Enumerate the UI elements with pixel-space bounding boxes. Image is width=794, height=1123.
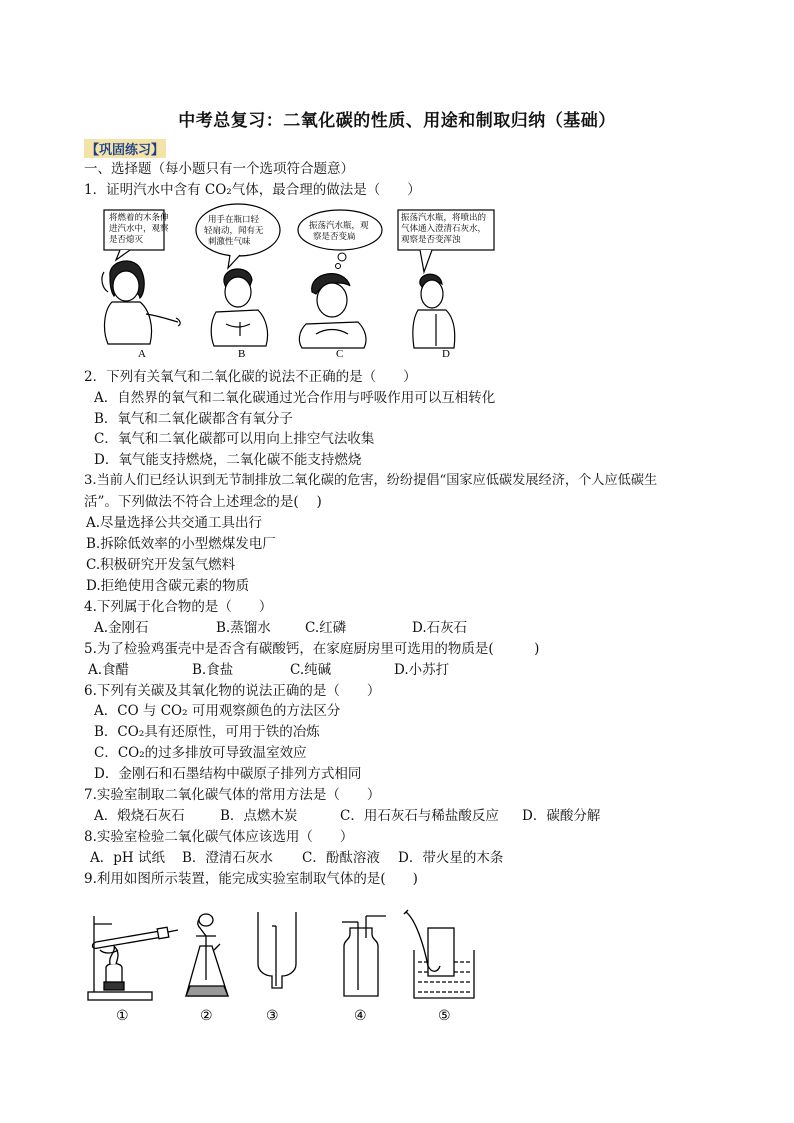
- q4-stem: 4.下列属于化合物的是（ ）: [84, 599, 273, 615]
- q8-stem: 8.实验室检验二氧化碳气体应该选用（ ）: [84, 829, 354, 845]
- bubble-a-line2: 进汽水中，观察: [109, 224, 169, 234]
- q3-stem-line1: 3.当前人们已经认识到无节制排放二氧化碳的危害，纷纷提倡“国家应低碳发展经济，个人应低碳生: [84, 473, 658, 488]
- q3-option-c: C.积极研究开发氢气燃料: [86, 557, 236, 573]
- apparatus-3-inverted-bottle: [258, 912, 296, 988]
- q2-option-a: A．自然界的氧气和二氧化碳通过光合作用与呼吸作用可以互相转化: [94, 390, 496, 406]
- q9-stem: 9.利用如图所示装置，能完成实验室制取气体的是( ): [84, 871, 418, 887]
- page-title: 中考总复习：二氧化碳的性质、用途和制取归纳（基础）: [178, 111, 616, 131]
- bubble-d-line1: 振荡汽水瓶，将喷出的: [401, 213, 487, 223]
- q1-label-c: C: [336, 348, 344, 360]
- bubble-d-line2: 气体通入澄清石灰水，: [401, 224, 487, 234]
- q7-option-d: D．碳酸分解: [522, 808, 601, 824]
- person-d-illustration: [413, 274, 455, 348]
- q5-option-c: C.纯碱: [290, 662, 332, 678]
- q8-option-d: D．带火星的木条: [398, 850, 504, 866]
- q8-option-c: C．酚酞溶液: [302, 850, 380, 866]
- q3-stem-line2: 活”。下列做法不符合上述理念的是( ): [84, 494, 322, 510]
- bubble-b-line3: 刺激性气味: [208, 237, 251, 247]
- bubble-c-line2: 察是否变扁: [313, 232, 356, 242]
- q6-option-a: A．CO 与 CO₂ 可用观察颜色的方法区分: [94, 703, 341, 719]
- q4-option-b: B.蒸馏水: [216, 620, 271, 636]
- q6-option-b: B．CO₂具有还原性，可用于铁的冶炼: [94, 724, 320, 740]
- person-a-illustration: [102, 261, 180, 344]
- section-heading: 一、选择题（每小题只有一个选项符合题意）: [84, 161, 354, 177]
- q3-option-d: D.拒绝使用含碳元素的物质: [86, 578, 250, 594]
- q2-stem: 2．下列有关氧气和二氧化碳的说法不正确的是（ ）: [84, 369, 417, 385]
- bubble-a-line3: 是否熄灭: [109, 235, 144, 245]
- q6-stem: 6.下列有关碳及其氧化物的说法正确的是（ ）: [84, 683, 381, 699]
- q2-option-c: C．氧气和二氧化碳都可以用向上排空气法收集: [94, 431, 375, 447]
- q1-label-a: A: [138, 348, 146, 360]
- q7-option-a: A．煅烧石灰石: [94, 808, 185, 824]
- q1-stem: 1．证明汽水中含有 CO₂气体，最合理的做法是（ ）: [84, 182, 421, 198]
- q5-option-d: D.小苏打: [394, 662, 450, 678]
- q9-label-2: ②: [200, 1009, 213, 1024]
- apparatus-5-water-trough: [404, 910, 474, 998]
- q5-option-b: B.食盐: [192, 662, 234, 678]
- bubble-d-line3: 观察是否变浑浊: [401, 235, 461, 245]
- apparatus-4-gas-bottle: [342, 916, 386, 996]
- person-c-illustration: [299, 274, 366, 348]
- section-tag: 【巩固练习】: [84, 139, 166, 158]
- q7-stem: 7.实验室制取二氧化碳气体的常用方法是（ ）: [84, 787, 381, 803]
- q9-label-3: ③: [266, 1009, 279, 1024]
- bubble-a-line1: 将燃着的木条伸: [109, 213, 169, 223]
- q6-option-d: D．金刚石和石墨结构中碳原子排列方式相同: [94, 766, 362, 782]
- q5-option-a: A.食醋: [88, 662, 130, 678]
- apparatus-2-conical-flask: [186, 914, 228, 996]
- q2-option-d: D．氧气能支持燃烧，二氧化碳不能支持燃烧: [94, 452, 362, 468]
- q7-option-b: B．点燃木炭: [220, 808, 298, 824]
- q9-label-5: ⑤: [438, 1009, 451, 1024]
- q3-option-b: B.拆除低效率的小型燃煤发电厂: [86, 536, 276, 552]
- q6-option-c: C．CO₂的过多排放可导致温室效应: [94, 745, 307, 761]
- q1-label-d: D: [442, 348, 450, 360]
- q9-label-1: ①: [116, 1009, 129, 1024]
- bubble-c-line1: 振荡汽水瓶，观: [309, 221, 369, 231]
- q4-option-a: A.金刚石: [94, 620, 149, 636]
- q1-label-b: B: [238, 348, 246, 360]
- q8-option-b: B．澄清石灰水: [182, 850, 273, 866]
- apparatus-1-heating-tube: [88, 916, 178, 1000]
- q7-option-c: C．用石灰石与稀盐酸反应: [340, 808, 499, 824]
- q3-option-a: A.尽量选择公共交通工具出行: [86, 515, 263, 531]
- q5-stem: 5.为了检验鸡蛋壳中是否含有碳酸钙，在家庭厨房里可选用的物质是( ): [84, 641, 540, 657]
- q1-figure: [80, 202, 500, 360]
- q2-option-b: B．氧气和二氧化碳都含有氧分子: [94, 411, 293, 427]
- q9-apparatus-figure: [82, 906, 482, 1026]
- bubble-b-line1: 用手在瓶口轻: [208, 215, 260, 225]
- person-b-illustration: [211, 269, 267, 346]
- q4-option-d: D.石灰石: [412, 620, 468, 636]
- q9-label-4: ④: [354, 1009, 367, 1024]
- bubble-b-line2: 轻扇动，闻有无: [204, 226, 264, 236]
- q8-option-a: A．pH 试纸: [90, 850, 165, 866]
- q4-option-c: C.红磷: [305, 620, 347, 636]
